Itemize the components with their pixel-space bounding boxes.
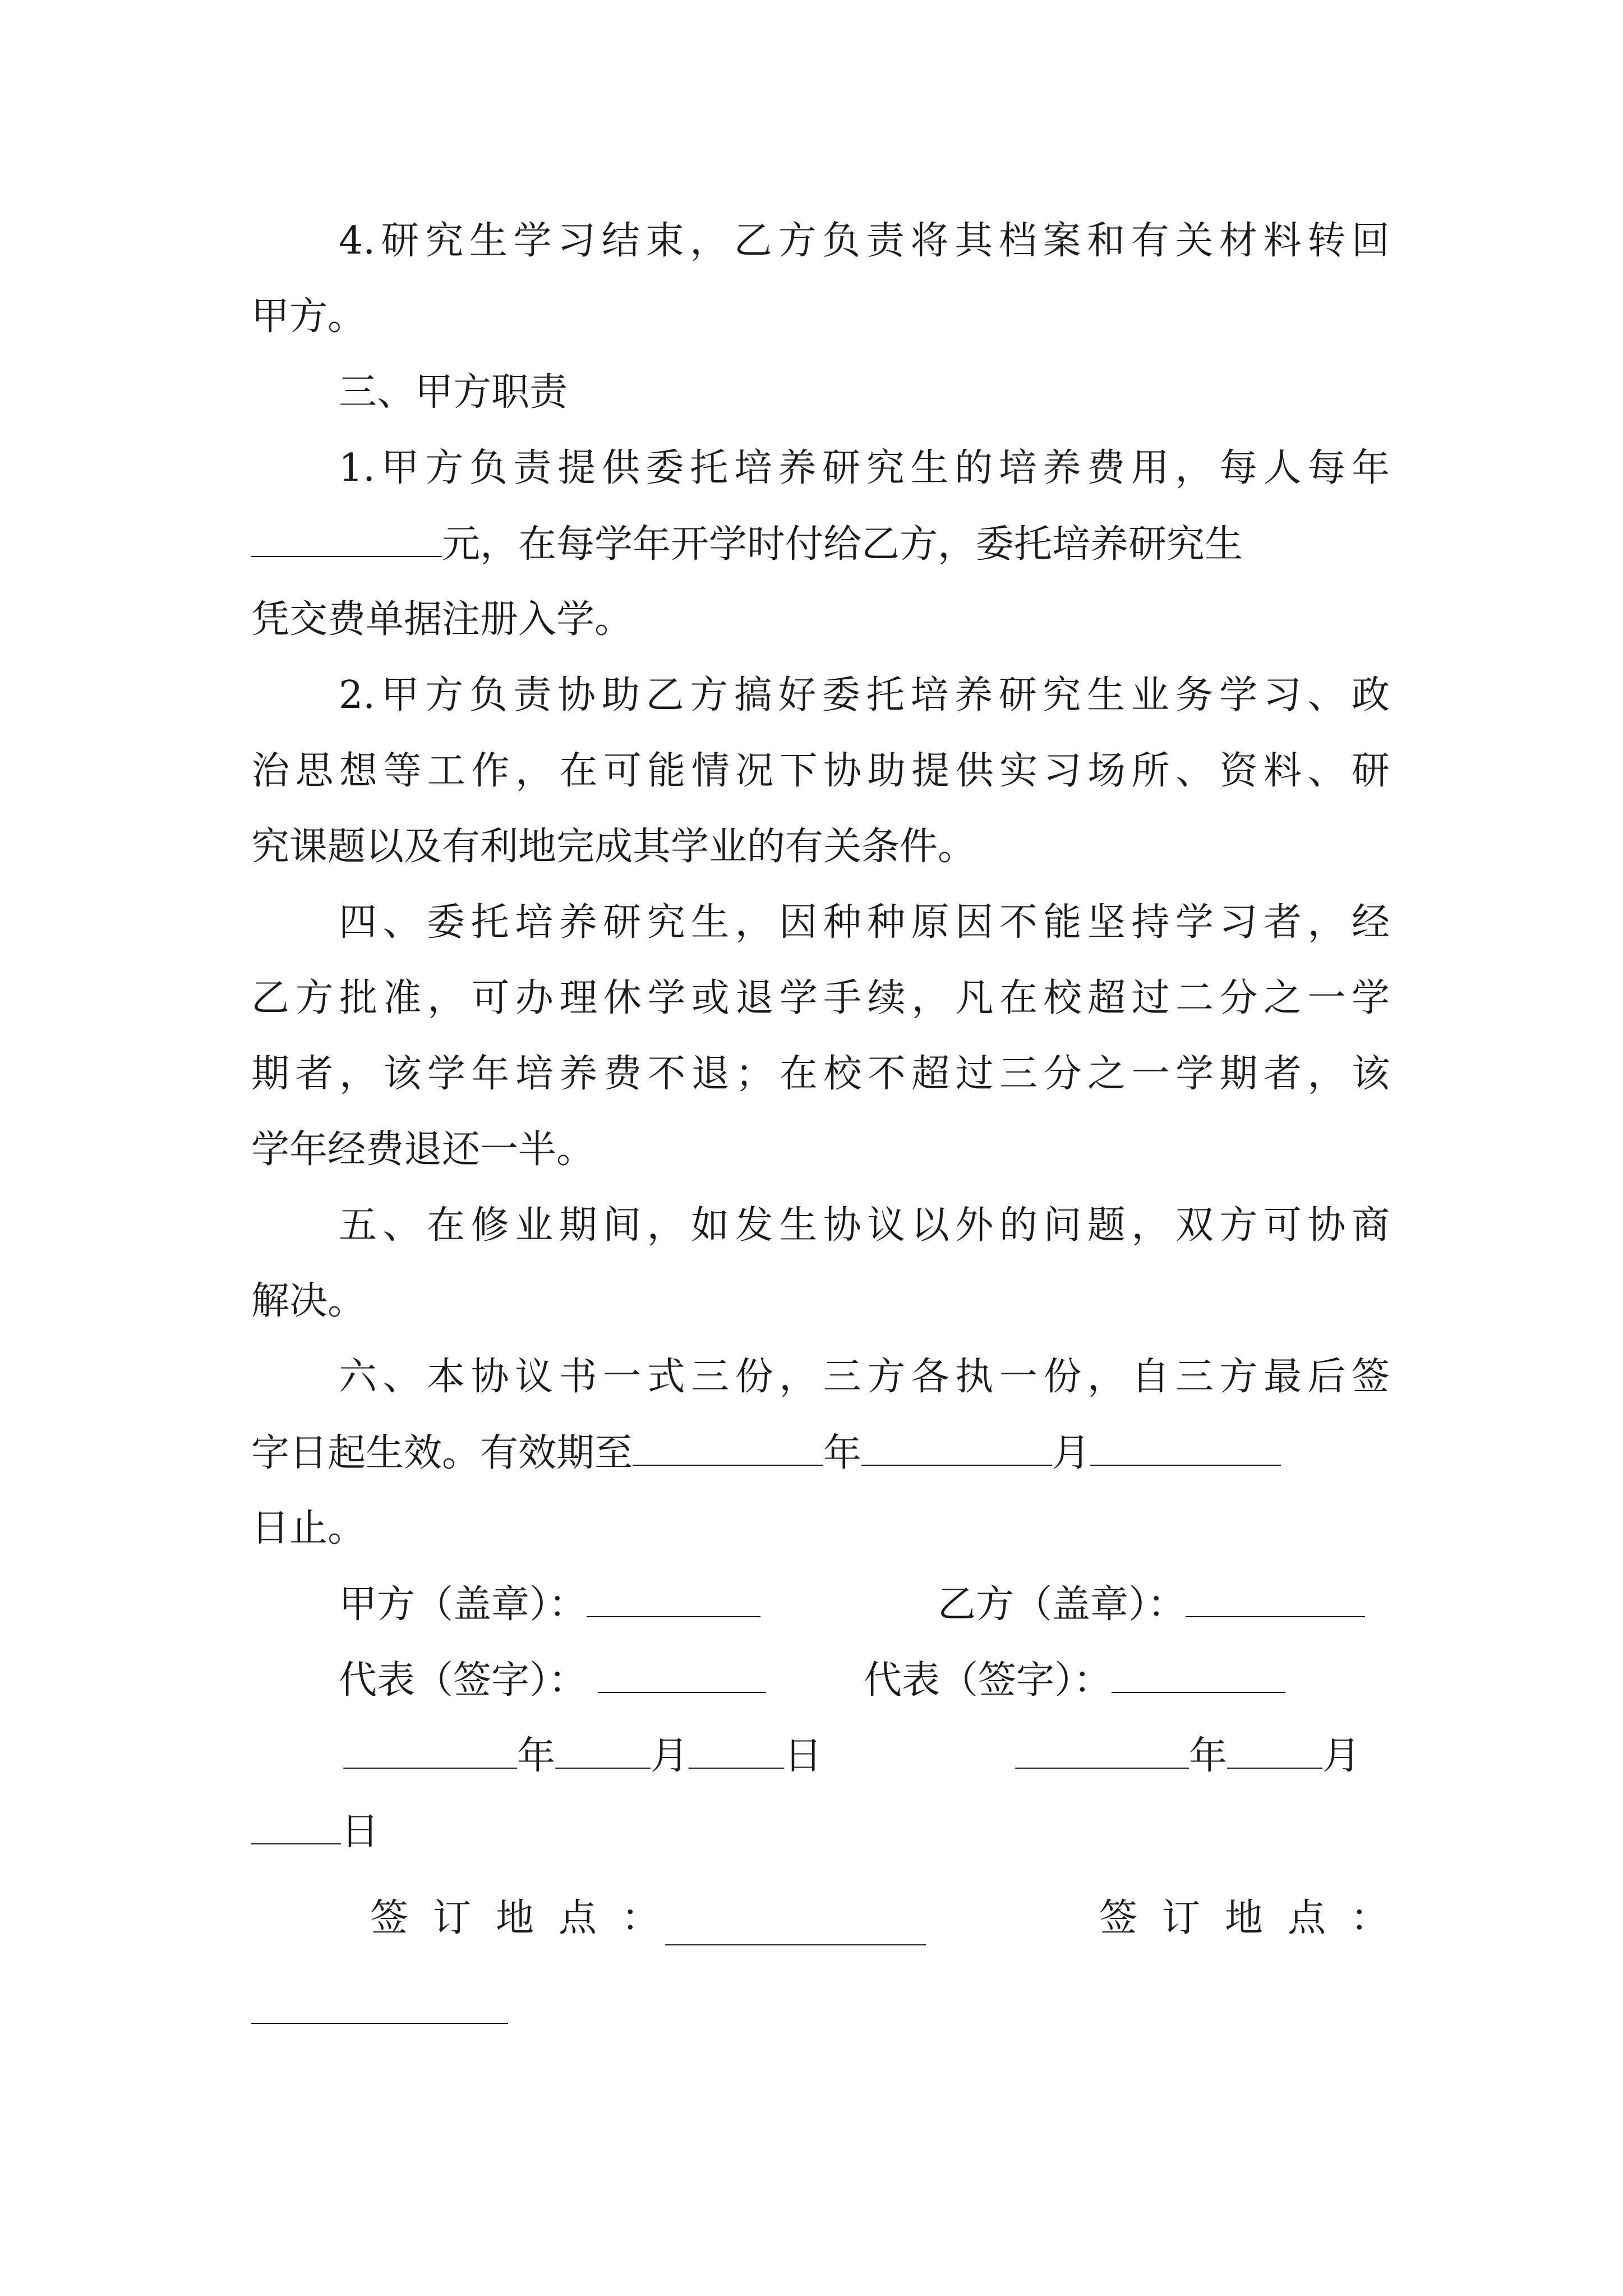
place-b: [1099, 1893, 1413, 1944]
date-b-year-blank: [1015, 1731, 1189, 1769]
date-b: [1015, 1731, 1361, 1782]
party-b-seal: [938, 1579, 1365, 1630]
day-blank: [1090, 1428, 1281, 1466]
date-b-day-blank: [251, 1806, 341, 1844]
party-a-blank: [587, 1579, 760, 1617]
place-a-blank: [665, 1907, 926, 1945]
text-line: 1.甲方负责提供委托培养研究生的培养费用，每人每年: [339, 446, 1390, 490]
text-line: 凭交费单据注册入学。: [251, 597, 633, 642]
text-line: 五、在修业期间，如发生协议以外的问题，双方可协商: [339, 1203, 1390, 1248]
date-a-year-unit: 年: [517, 1734, 556, 1778]
text-line: [251, 1428, 1390, 1479]
text-line: 4.研究生学习结束，乙方负责将其档案和有关材料转回: [339, 219, 1390, 263]
text-line: [251, 519, 1390, 570]
place-a-label: 签订地点：: [370, 1896, 685, 1940]
date-a-day-unit: 日: [784, 1734, 823, 1778]
place-b-blank: [251, 1986, 508, 2024]
text-line: 解决。: [251, 1279, 366, 1323]
party-b-label: 乙方（盖章）：: [938, 1582, 1186, 1627]
rep-a-blank: [598, 1655, 766, 1693]
rep-b-blank: [1112, 1655, 1285, 1693]
date-b-month-blank: [1227, 1731, 1322, 1769]
date-a: [343, 1731, 822, 1782]
date-b-year-unit: 年: [1189, 1734, 1228, 1778]
date-a-year-blank: [343, 1731, 517, 1769]
year-blank: [633, 1428, 823, 1466]
place-a: [370, 1893, 684, 1944]
place-b-label: 签订地点：: [1099, 1896, 1414, 1940]
section-heading: 三、甲方职责: [339, 370, 568, 415]
text-line: 六、本协议书一式三份，三方各执一份，自三方最后签: [339, 1355, 1390, 1399]
year-unit: 年: [823, 1431, 862, 1475]
date-a-day-blank: [689, 1731, 784, 1769]
text-line: 甲方。: [251, 295, 366, 339]
date-a-month-unit: 月: [651, 1734, 689, 1778]
rep-a-label: 代表（签字）：: [339, 1658, 587, 1703]
text-line: 四、委托培养研究生，因种种原因不能坚持学习者，经: [339, 900, 1390, 945]
text-fragment: 字日起生效。有效期至: [251, 1431, 633, 1475]
date-b-month-unit: 月: [1322, 1734, 1361, 1778]
text-line: 2.甲方负责协助乙方搞好委托培养研究生业务学习、政: [339, 673, 1390, 717]
party-b-blank: [1186, 1579, 1365, 1617]
text-line: 究课题以及有利地完成其学业的有关条件。: [251, 825, 976, 869]
rep-b-label: 代表（签字）：: [864, 1658, 1112, 1703]
rep-a-sign: [339, 1655, 766, 1706]
text-line: 乙方批准，可办理休学或退学手续，凡在校超过二分之一学: [251, 976, 1390, 1020]
date-b-continued: [251, 1806, 379, 1857]
fee-blank: [251, 519, 442, 557]
text-line: 治思想等工作，在可能情况下协助提供实习场所、资料、研: [251, 749, 1390, 793]
date-b-day-unit: 日: [341, 1810, 380, 1854]
party-a-label: 甲方（盖章）：: [339, 1582, 587, 1627]
date-a-month-blank: [555, 1731, 651, 1769]
text-line: 学年经费退还一半。: [251, 1128, 595, 1172]
text-fragment: 元，在每学年开学时付给乙方，委托培养研究生: [442, 522, 1243, 567]
party-a-seal: [339, 1579, 760, 1630]
month-blank: [861, 1428, 1052, 1466]
text-line: 日止。: [251, 1506, 366, 1550]
month-unit: 月: [1052, 1431, 1091, 1475]
rep-b-sign: [864, 1655, 1285, 1706]
text-line: 期者，该学年培养费不退；在校不超过三分之一学期者，该: [251, 1052, 1390, 1096]
